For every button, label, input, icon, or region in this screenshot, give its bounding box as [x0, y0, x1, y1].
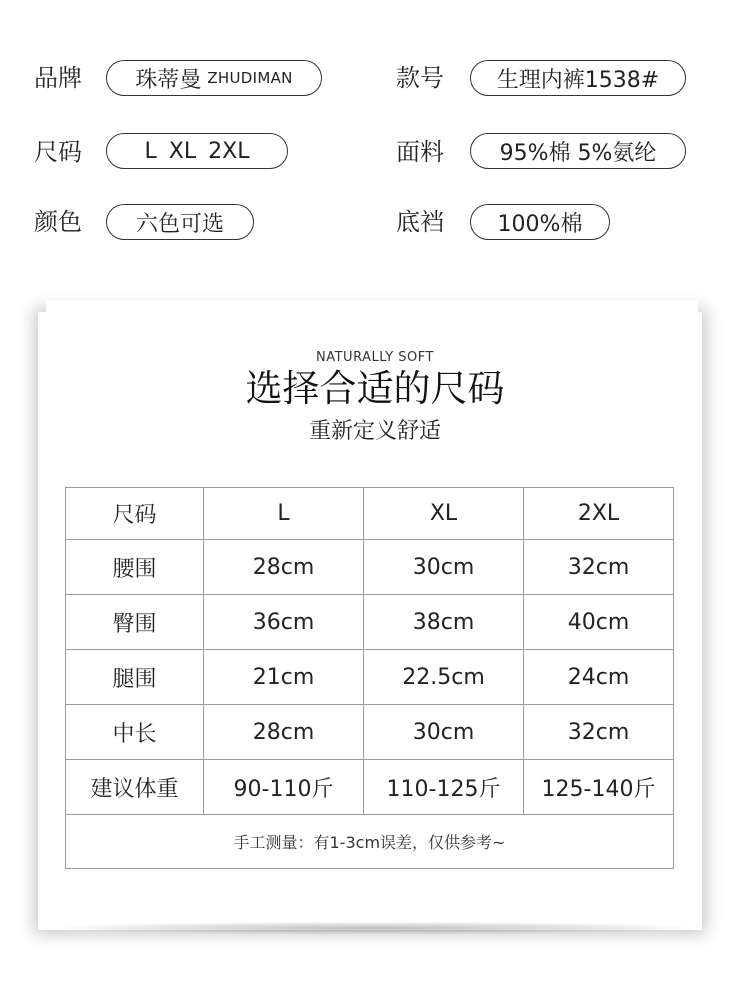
table-cell: 建议体重: [66, 760, 204, 815]
table-header-row: [66, 488, 674, 540]
crotch-pill: [470, 204, 610, 240]
header-cell: XL: [364, 488, 524, 540]
header-cell: L: [204, 488, 364, 540]
table-cell: 臀围: [66, 595, 204, 650]
table-row: [66, 595, 674, 650]
brand-value-latin: ZHUDIMAN: [207, 69, 293, 87]
table-cell: 30cm: [364, 540, 524, 595]
size-pill: [106, 133, 288, 169]
ground-shadow: [65, 922, 685, 934]
header-cell: 2XL: [524, 488, 674, 540]
table-cell: 28cm: [204, 540, 364, 595]
table-cell: 40cm: [524, 595, 674, 650]
size-value-l: L: [144, 138, 157, 164]
brand-pill: [106, 60, 322, 96]
measurement-note: 手工测量：有1-3cm误差，仅供参考~: [66, 815, 674, 869]
table-cell: 腰围: [66, 540, 204, 595]
table-cell: 腿围: [66, 650, 204, 705]
color-value: 六色可选: [135, 211, 224, 237]
card-title: 选择合适的尺码: [245, 367, 505, 410]
table-cell: 24cm: [524, 650, 674, 705]
table-row: [66, 705, 674, 760]
card-subtitle: 重新定义舒适: [308, 419, 441, 444]
fabric-pill: [470, 133, 686, 169]
model-value: 生理内裤1538#: [496, 67, 660, 93]
brand-value: 珠蒂曼: [135, 67, 202, 93]
crotch-value: 100%棉: [497, 211, 583, 237]
table-cell: 21cm: [204, 650, 364, 705]
table-cell: 36cm: [204, 595, 364, 650]
table-cell: 110-125斤: [364, 760, 524, 815]
fabric-value: 95%棉 5%氨纶: [499, 140, 657, 166]
table-cell: 90-110斤: [204, 760, 364, 815]
size-table: [65, 487, 674, 869]
crotch-label: 底裆: [396, 208, 444, 236]
table-cell: 32cm: [524, 705, 674, 760]
table-cell: 30cm: [364, 705, 524, 760]
table-cell: 32cm: [524, 540, 674, 595]
table-cell: 中长: [66, 705, 204, 760]
color-pill: [106, 204, 254, 240]
table-cell: 22.5cm: [364, 650, 524, 705]
card-eyebrow: NATURALLY SOFT: [316, 350, 434, 365]
table-row: [66, 760, 674, 815]
brand-label: 品牌: [34, 64, 82, 92]
size-value-xl: XL: [168, 138, 197, 164]
table-cell: 28cm: [204, 705, 364, 760]
fabric-label: 面料: [396, 138, 444, 166]
color-label: 颜色: [34, 208, 82, 236]
table-row: [66, 650, 674, 705]
model-pill: [470, 60, 686, 96]
size-value-2xl: 2XL: [208, 138, 250, 164]
size-label: 尺码: [34, 138, 82, 166]
header-cell: 尺码: [66, 488, 204, 540]
table-cell: 38cm: [364, 595, 524, 650]
table-cell: 125-140斤: [524, 760, 674, 815]
table-row: [66, 540, 674, 595]
table-note-row: [66, 815, 674, 869]
model-label: 款号: [396, 64, 444, 92]
